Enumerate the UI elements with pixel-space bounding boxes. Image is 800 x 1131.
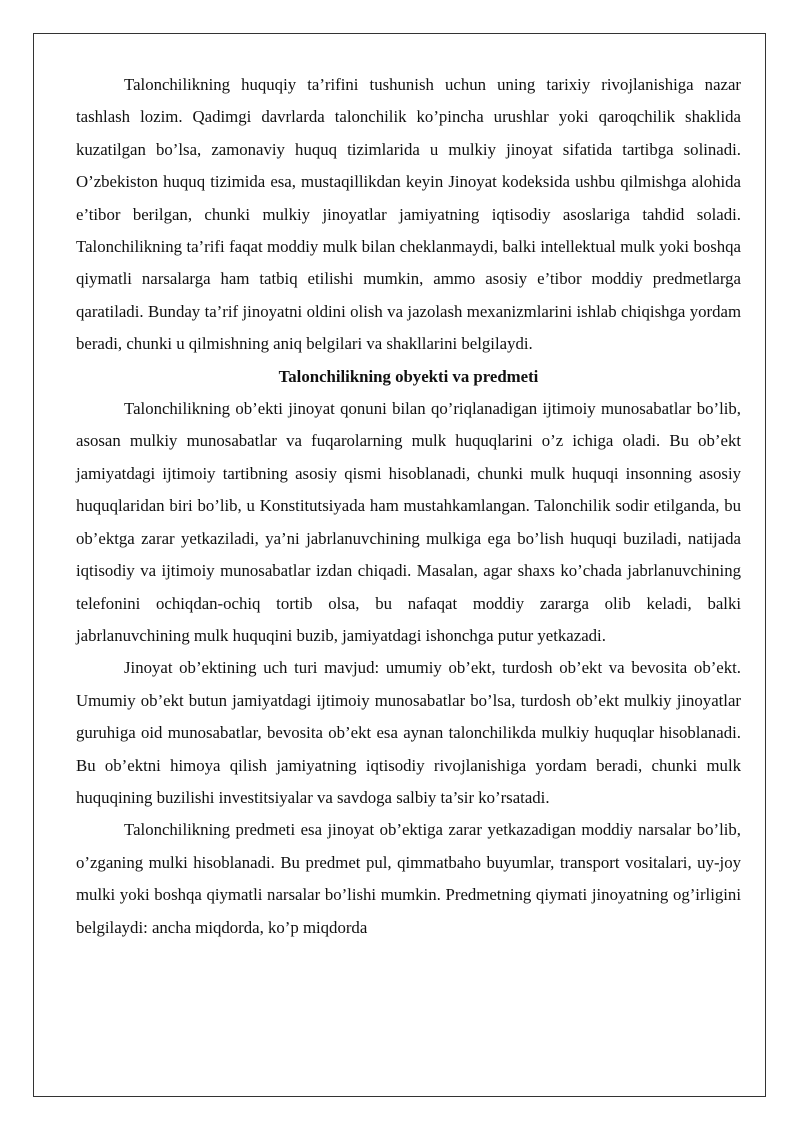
- paragraph: Talonchilikning ob’ekti jinoyat qonuni bilan qo’riqlanadigan ijtimoiy munosabatlar bo’lib, asosan mulkiy munosabatlar va fuqarolarning mulk huquqlarini o’z ichiga oladi. Bu ob’ekt jamiyatdagi ijtimoiy tartibning asosiy qismi hisoblanadi, chunki mulk huquqi insonning asosiy huquqlaridan biri bo’lib, u Konstitutsiyada ham mustahkamlangan. Talonchilik sodir etilganda, bu ob’ektga zarar yetkaziladi, ya’ni jabrlanuvchining mulkiga ega bo’lish huquqi buziladi, natijada iqtisodiy va ijtimoiy munosabatlar izdan chiqadi. Masalan, agar shaxs ko’chada jabrlanuvchining telefonini ochiqdan-ochiq tortib olsa, bu nafaqat moddiy zararga olib keladi, balki jabrlanuvchining mulk huquqini buzib, jamiyatdagi ishonchga putur yetkazadi.: [76, 399, 741, 645]
- paragraph: Jinoyat ob’ektining uch turi mavjud: umumiy ob’ekt, turdosh ob’ekt va bevosita ob’ekt. Umumiy ob’ekt butun jamiyatdagi ijtimoiy munosabatlar bo’lsa, turdosh ob’ekt mulkiy jinoyatlar guruhiga oid munosabatlar, bevosita ob’ekt esa aynan talonchilikda mulkiy huquqlar hisoblanadi. Bu ob’ektni himoya qilish jamiyatning iqtisodiy rivojlanishiga yordam beradi, chunki mulk huquqining buzilishi investitsiyalar va savdoga salbiy ta’sir ko’rsatadi.: [76, 658, 741, 807]
- paragraph: Talonchilikning huquqiy ta’rifini tushunish uchun uning tarixiy rivojlanishiga nazar tashlash lozim. Qadimgi davrlarda talonchilik ko’pincha urushlar yoki qaroqchilik shaklida kuzatilgan bo’lsa, zamonaviy huquq tizimlarida u mulkiy jinoyat sifatida tartibga solinadi. O’zbekiston huquq tizimida esa, mustaqillikdan keyin Jinoyat kodeksida ushbu qilmishga alohida e’tibor berilgan, chunki mulkiy jinoyatlar jamiyatning iqtisodiy asoslariga tahdid soladi. Talonchilikning ta’rifi faqat moddiy mulk bilan cheklanmaydi, balki intellektual mulk yoki boshqa qiymatli narsalarga ham tatbiq etilishi mumkin, ammo asosiy e’tibor moddiy predmetlarga qaratiladi. Bunday ta’rif jinoyatni oldini olish va jazolash mexanizmlarini ishlab chiqishga yordam beradi, chunki u qilmishning aniq belgilari va shakllarini belgilaydi.: [76, 75, 741, 354]
- document-body: [76, 69, 741, 944]
- section-heading: Talonchilikning obyekti va predmeti: [278, 366, 539, 386]
- paragraph: Talonchilikning predmeti esa jinoyat ob’ektiga zarar yetkazadigan moddiy narsalar bo’lib, o’zganing mulki hisoblanadi. Bu predmet pul, qimmatbaho buyumlar, transport vositalari, uy-joy mulki yoki boshqa qiymatli narsalar bo’lishi mumkin. Predmetning qiymati jinoyatning og’irligini belgilaydi: ancha miqdorda, ko’p miqdorda: [76, 820, 741, 937]
